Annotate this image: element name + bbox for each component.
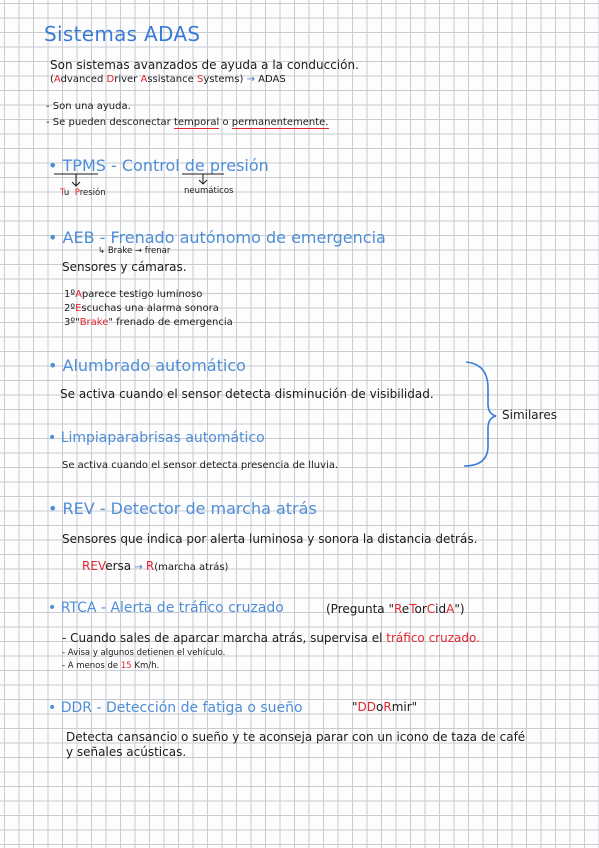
- tpms-heading: • TPMS - Control de presión: [48, 156, 269, 175]
- aeb-heading: • AEB - Frenado autónomo de emergencia: [48, 228, 386, 247]
- arrow-icon: →: [246, 74, 255, 85]
- ddr-line-1: Detecta cansancio o sueño y te aconseja parar con un icono de taza de café: [66, 730, 526, 744]
- aeb-brake-note: ↳ Brake → frenar: [98, 246, 171, 256]
- ddr-heading: • DDR - Detección de fatiga o sueño: [48, 700, 303, 716]
- brace-icon: [462, 360, 502, 470]
- arrow-icon: →: [134, 562, 143, 573]
- intro-line: Son sistemas avanzados de ayuda a la conducción.: [50, 58, 359, 72]
- ddr-mnemonic: "DDoRmir": [352, 700, 418, 714]
- rtca-heading: • RTCA - Alerta de tráfico cruzado: [48, 600, 284, 616]
- rtca-line-3: - A menos de 15 Km/h.: [62, 661, 160, 671]
- aeb-step-2: 2ºEscuchas una alarma sonora: [64, 303, 219, 314]
- rev-heading: • REV - Detector de marcha atrás: [48, 499, 317, 518]
- rtca-line-1: - Cuando sales de aparcar marcha atrás, supervisa el tráfico cruzado.: [62, 631, 480, 645]
- limpia-heading: • Limpiaparabrisas automático: [48, 430, 265, 446]
- rev-line: Sensores que indica por alerta luminosa y sonora la distancia detrás.: [62, 532, 478, 546]
- aeb-sensores: Sensores y cámaras.: [62, 260, 187, 274]
- alumbrado-line: Se activa cuando el sensor detecta disminución de visibilidad.: [60, 387, 434, 401]
- aeb-step-1: 1ºAparece testigo luminoso: [64, 289, 203, 300]
- rtca-pregunta: (Pregunta "ReTorCidA"): [326, 602, 465, 616]
- rtca-line-2: - Avisa y algunos detienen el vehículo.: [62, 648, 226, 658]
- ddr-line-2: y señales acústicas.: [66, 745, 187, 759]
- limpia-line: Se activa cuando el sensor detecta presencia de lluvia.: [62, 460, 339, 471]
- alumbrado-heading: • Alumbrado automático: [48, 356, 246, 375]
- bullet-desconectar: - Se pueden desconectar temporal o permanentemente.: [46, 117, 329, 128]
- bullet-ayuda: - Son una ayuda.: [46, 101, 131, 112]
- tpms-neumaticos: neumáticos: [184, 186, 234, 196]
- similares-label: Similares: [502, 408, 557, 422]
- aeb-step-3: 3º"Brake" frenado de emergencia: [64, 317, 233, 328]
- page-title: Sistemas ADAS: [44, 22, 201, 46]
- acronym-line: (Advanced Driver Assistance Systems) → ADAS: [50, 74, 286, 85]
- tpms-tu-presion: Tu Presión: [60, 188, 106, 198]
- rev-mnemonic: REVersa → R(marcha atrás): [82, 559, 229, 573]
